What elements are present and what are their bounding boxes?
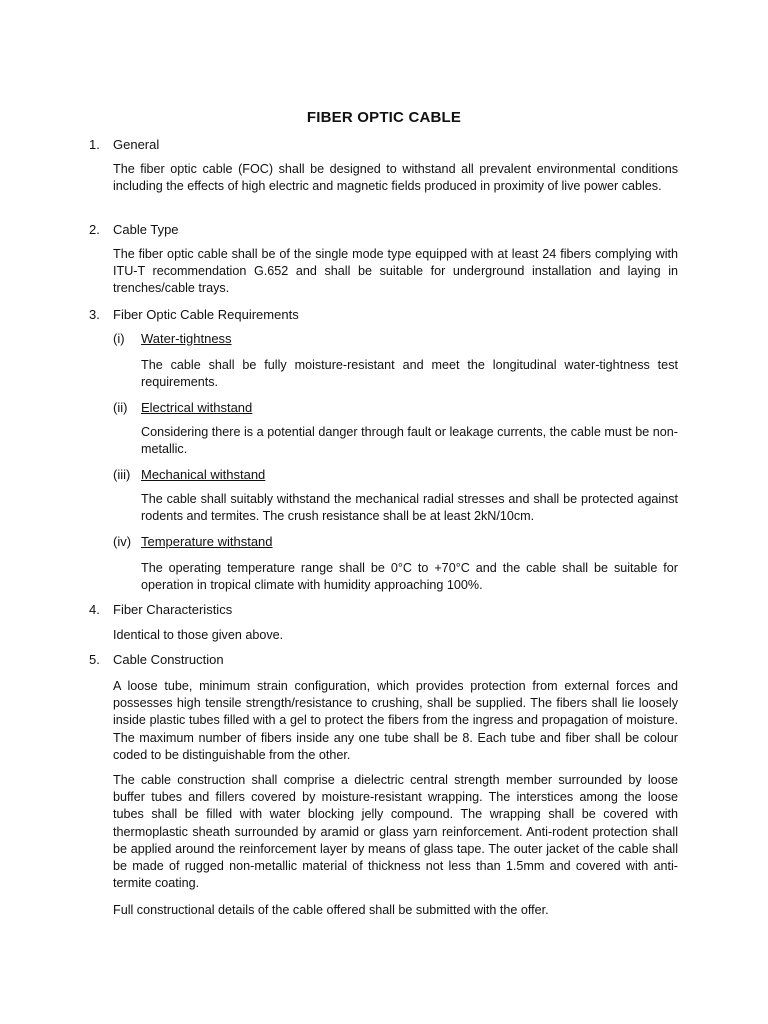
- section-heading-cable-type: Cable Type: [113, 222, 179, 237]
- section-number: 5.: [89, 652, 100, 667]
- subsection-heading-temperature-withstand: Temperature withstand: [141, 534, 273, 549]
- subsection-number: (iii): [113, 467, 131, 482]
- subsection-heading-electrical-withstand: Electrical withstand: [141, 400, 253, 415]
- subsection-heading-mechanical-withstand: Mechanical withstand: [141, 467, 266, 482]
- section-number: 4.: [89, 602, 100, 617]
- section-paragraph: A loose tube, minimum strain configuration, which provides protection from external forces and possesses high tensile strength/resistance to crushing, shall be supplied. The fibers shall lie loosely inside plastic tubes filled with a gel to protect the fibers from the ingress and propagation of moisture. The maximum number of fibers inside any one tube shall be 8. Each tube and fiber shall be colour coded to be distinguishable from the other.: [113, 679, 678, 762]
- section-paragraph: The fiber optic cable (FOC) shall be designed to withstand all prevalent environmental conditions including the effects of high electric and magnetic fields produced in proximity of live power cables.: [113, 162, 678, 194]
- subsection-number: (i): [113, 331, 125, 346]
- subsection-number: (iv): [113, 534, 132, 549]
- section-heading-requirements: Fiber Optic Cable Requirements: [113, 307, 299, 322]
- document-title: FIBER OPTIC CABLE: [306, 109, 462, 126]
- section-paragraph: Full constructional details of the cable offered shall be submitted with the offer.: [113, 903, 549, 917]
- subsection-paragraph: Considering there is a potential danger through fault or leakage currents, the cable must be non-metallic.: [141, 425, 678, 457]
- subsection-number: (ii): [113, 400, 128, 415]
- subsection-paragraph: The cable shall be fully moisture-resistant and meet the longitudinal water-tightness test requirements.: [141, 358, 678, 390]
- section-number: 2.: [89, 222, 100, 237]
- section-number: 1.: [89, 137, 100, 152]
- section-number: 3.: [89, 307, 100, 322]
- section-heading-general: General: [113, 137, 160, 152]
- section-paragraph: The fiber optic cable shall be of the single mode type equipped with at least 24 fibers complying with ITU-T recommendation G.652 and shall be suitable for underground installation and laying in trenches/cable trays.: [113, 247, 678, 296]
- section-paragraph: Identical to those given above.: [113, 628, 284, 642]
- subsection-heading-water-tightness: Water-tightness: [141, 331, 232, 346]
- subsection-paragraph: The operating temperature range shall be 0°C to +70°C and the cable shall be suitable for operation in tropical climate with humidity approaching 100%.: [141, 561, 678, 593]
- subsection-paragraph: The cable shall suitably withstand the mechanical radial stresses and shall be protected against rodents and termites. The crush resistance shall be at least 2kN/10cm.: [141, 492, 678, 524]
- section-paragraph: The cable construction shall comprise a dielectric central strength member surrounded by loose buffer tubes and fillers covered by moisture-resistant wrapping. The interstices among the loose tubes shall be filled with water blocking jelly compound. The wrapping shall be covered with thermoplastic sheath surrounded by aramid or glass yarn reinforcement. Anti-rodent protection shall be applied around the reinforcement layer by means of glass tape. The outer jacket of the cable shall be made of rugged non-metallic material of thickness not less than 1.5mm and covered with anti-termite coating.: [113, 773, 678, 891]
- section-heading-cable-construction: Cable Construction: [113, 652, 224, 667]
- section-heading-fiber-characteristics: Fiber Characteristics: [113, 602, 233, 617]
